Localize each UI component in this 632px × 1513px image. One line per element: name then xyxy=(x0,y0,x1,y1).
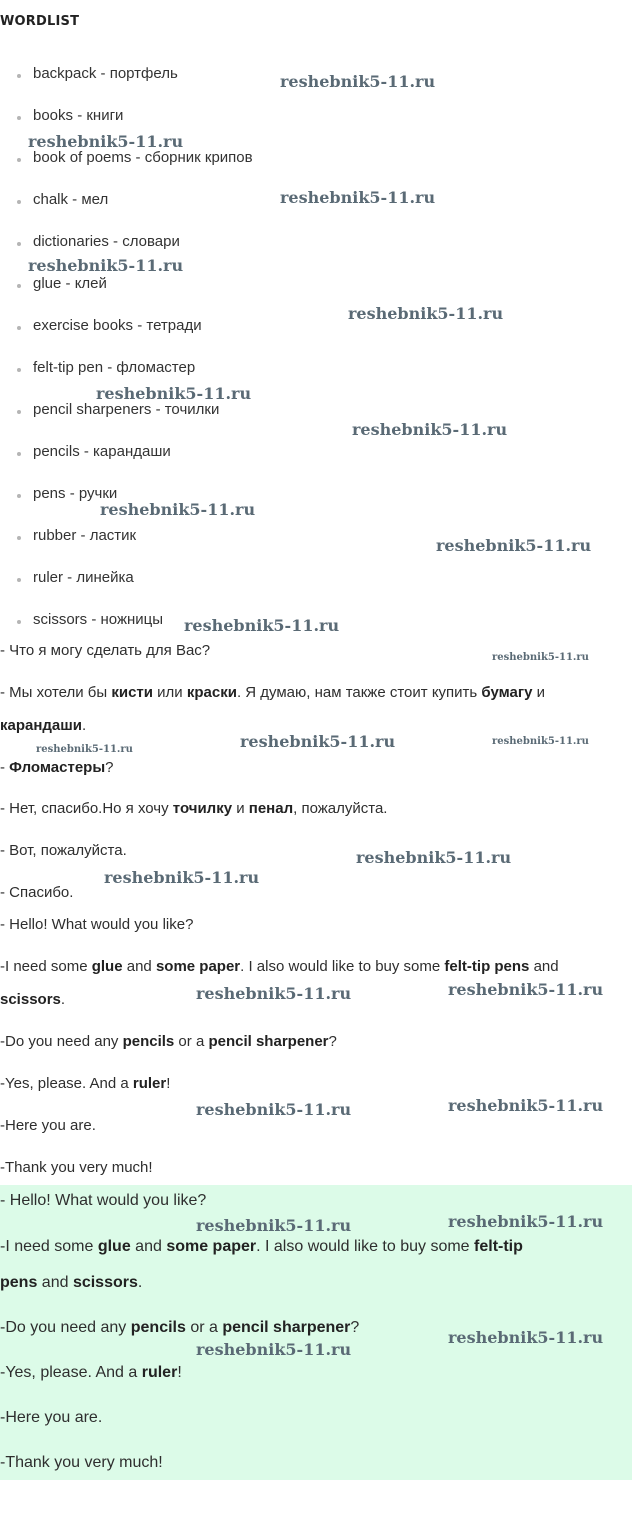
watermark: reshebnik5-11.ru xyxy=(492,736,589,747)
text: and xyxy=(130,1238,167,1255)
keyword: glue xyxy=(91,958,123,975)
text: - Вот, пожалуйста. xyxy=(0,842,127,859)
wordlist-item: books - книги xyxy=(0,106,253,148)
wordlist-item: pencil sharpeners - точилки xyxy=(0,400,253,442)
green-dialogue-line xyxy=(0,1453,163,1473)
text: - Спасибо. xyxy=(0,884,74,901)
wordlist-item: chalk - мел xyxy=(0,190,253,232)
wordlist-item: rubber - ластик xyxy=(0,526,253,568)
wordlist-item: pens - ручки xyxy=(0,484,253,526)
keyword: glue xyxy=(97,1238,131,1255)
keyword: some paper xyxy=(155,958,241,975)
text: . I also would like to buy some xyxy=(240,958,445,975)
watermark: reshebnik5-11.ru xyxy=(196,984,352,1003)
wordlist xyxy=(0,64,256,652)
text: - Что я могу сделать для Вас? xyxy=(0,642,211,659)
watermark: reshebnik5-11.ru xyxy=(448,1328,604,1347)
green-dialogue-line xyxy=(0,1408,102,1428)
text: и xyxy=(232,800,249,817)
keyword: some paper xyxy=(166,1238,257,1255)
watermark: reshebnik5-11.ru xyxy=(280,188,436,207)
en-dialogue-line xyxy=(0,957,559,977)
text: and xyxy=(37,1274,73,1291)
en-dialogue-line xyxy=(0,1116,96,1136)
watermark: reshebnik5-11.ru xyxy=(196,1216,352,1235)
text: или xyxy=(152,684,187,701)
green-dialogue-line xyxy=(0,1273,142,1293)
text: and xyxy=(529,958,559,975)
wordlist-item: ruler - линейка xyxy=(0,568,253,610)
watermark: reshebnik5-11.ru xyxy=(348,304,504,323)
keyword: пенал xyxy=(248,800,294,817)
wordlist-item: glue - клей xyxy=(0,274,253,316)
ru-dialogue-line xyxy=(0,641,210,661)
watermark: reshebnik5-11.ru xyxy=(184,616,340,635)
text: ! xyxy=(177,1364,182,1381)
watermark: reshebnik5-11.ru xyxy=(196,1340,352,1359)
wordlist-heading: WORDLIST xyxy=(0,14,80,29)
keyword: pencils xyxy=(130,1319,186,1336)
green-dialogue-line xyxy=(0,1191,206,1211)
text: -Here you are. xyxy=(0,1409,103,1426)
text: ? xyxy=(328,1033,337,1050)
text: and xyxy=(122,958,156,975)
text: -Do you need any xyxy=(0,1319,131,1336)
keyword: pencil sharpener xyxy=(208,1033,329,1050)
ru-dialogue-line xyxy=(0,841,127,861)
keyword: бумагу xyxy=(481,684,533,701)
watermark: reshebnik5-11.ru xyxy=(436,536,592,555)
ru-dialogue-line xyxy=(0,758,114,778)
text: и xyxy=(532,684,545,701)
text: or a xyxy=(185,1319,223,1336)
watermark: reshebnik5-11.ru xyxy=(280,72,436,91)
wordlist-item: backpack - портфель xyxy=(0,64,253,106)
en-dialogue-line xyxy=(0,1074,170,1094)
watermark: reshebnik5-11.ru xyxy=(240,732,396,751)
en-dialogue-line xyxy=(0,1158,153,1178)
keyword: scissors xyxy=(72,1274,138,1291)
text: - Hello! What would you like? xyxy=(0,916,194,933)
watermark: reshebnik5-11.ru xyxy=(448,980,604,999)
ru-dialogue-line xyxy=(0,683,545,703)
text: . xyxy=(137,1274,143,1291)
text: - xyxy=(0,759,10,776)
watermark: reshebnik5-11.ru xyxy=(28,132,184,151)
text: . xyxy=(60,991,66,1008)
text: . xyxy=(82,717,87,734)
watermark: reshebnik5-11.ru xyxy=(352,420,508,439)
text: -Thank you very much! xyxy=(0,1159,153,1176)
text: or a xyxy=(174,1033,209,1050)
watermark: reshebnik5-11.ru xyxy=(448,1096,604,1115)
en-dialogue-line xyxy=(0,915,193,935)
text: -Yes, please. And a xyxy=(0,1075,133,1092)
watermark: reshebnik5-11.ru xyxy=(36,744,133,755)
green-dialogue-line xyxy=(0,1363,182,1383)
green-dialogue-line xyxy=(0,1237,523,1257)
wordlist-item: pencils - карандаши xyxy=(0,442,253,484)
watermark: reshebnik5-11.ru xyxy=(356,848,512,867)
keyword: pencils xyxy=(122,1033,175,1050)
watermark: reshebnik5-11.ru xyxy=(104,868,260,887)
watermark: reshebnik5-11.ru xyxy=(96,384,252,403)
keyword: pencil sharpener xyxy=(222,1319,351,1336)
text: -I need some xyxy=(0,958,92,975)
text: ? xyxy=(350,1319,360,1336)
ru-dialogue-line xyxy=(0,883,73,903)
wordlist-item: exercise books - тетради xyxy=(0,316,253,358)
text: . I also would like to buy some xyxy=(256,1238,475,1255)
text: -Do you need any xyxy=(0,1033,123,1050)
keyword: кисти xyxy=(111,684,153,701)
green-dialogue-line xyxy=(0,1318,359,1338)
keyword: Фломастеры xyxy=(9,759,106,776)
watermark: reshebnik5-11.ru xyxy=(492,652,589,663)
wordlist-item: felt-tip pen - фломастер xyxy=(0,358,253,400)
keyword: felt-tip pens xyxy=(444,958,530,975)
text: ? xyxy=(105,759,114,776)
text: - Мы хотели бы xyxy=(0,684,112,701)
text: - Hello! What would you like? xyxy=(0,1192,207,1209)
ru-dialogue-line xyxy=(0,716,86,736)
wordlist-item: book of poems - сборник крипов xyxy=(0,148,253,190)
keyword: felt-tip xyxy=(474,1238,523,1255)
text: - Нет, спасибо.Но я хочу xyxy=(0,800,173,817)
text: -Thank you very much! xyxy=(0,1454,163,1471)
en-dialogue-line xyxy=(0,1032,337,1052)
wordlist-item: dictionaries - словари xyxy=(0,232,253,274)
watermark: reshebnik5-11.ru xyxy=(100,500,256,519)
text: ! xyxy=(166,1075,171,1092)
en-dialogue-line xyxy=(0,990,65,1010)
wordlist-item: scissors - ножницы xyxy=(0,610,253,652)
keyword: краски xyxy=(186,684,237,701)
text: . Я думаю, нам также стоит купить xyxy=(236,684,482,701)
text: -I need some xyxy=(0,1238,98,1255)
text: , пожалуйста. xyxy=(293,800,388,817)
watermark: reshebnik5-11.ru xyxy=(196,1100,352,1119)
keyword: ruler xyxy=(141,1364,178,1381)
ru-dialogue-line xyxy=(0,799,387,819)
keyword: pens xyxy=(0,1274,38,1291)
text: -Here you are. xyxy=(0,1117,96,1134)
keyword: точилку xyxy=(172,800,233,817)
keyword: карандаши xyxy=(0,717,83,734)
text: -Yes, please. And a xyxy=(0,1364,142,1381)
watermark: reshebnik5-11.ru xyxy=(28,256,184,275)
keyword: scissors xyxy=(0,991,61,1008)
keyword: ruler xyxy=(132,1075,167,1092)
watermark: reshebnik5-11.ru xyxy=(448,1212,604,1231)
